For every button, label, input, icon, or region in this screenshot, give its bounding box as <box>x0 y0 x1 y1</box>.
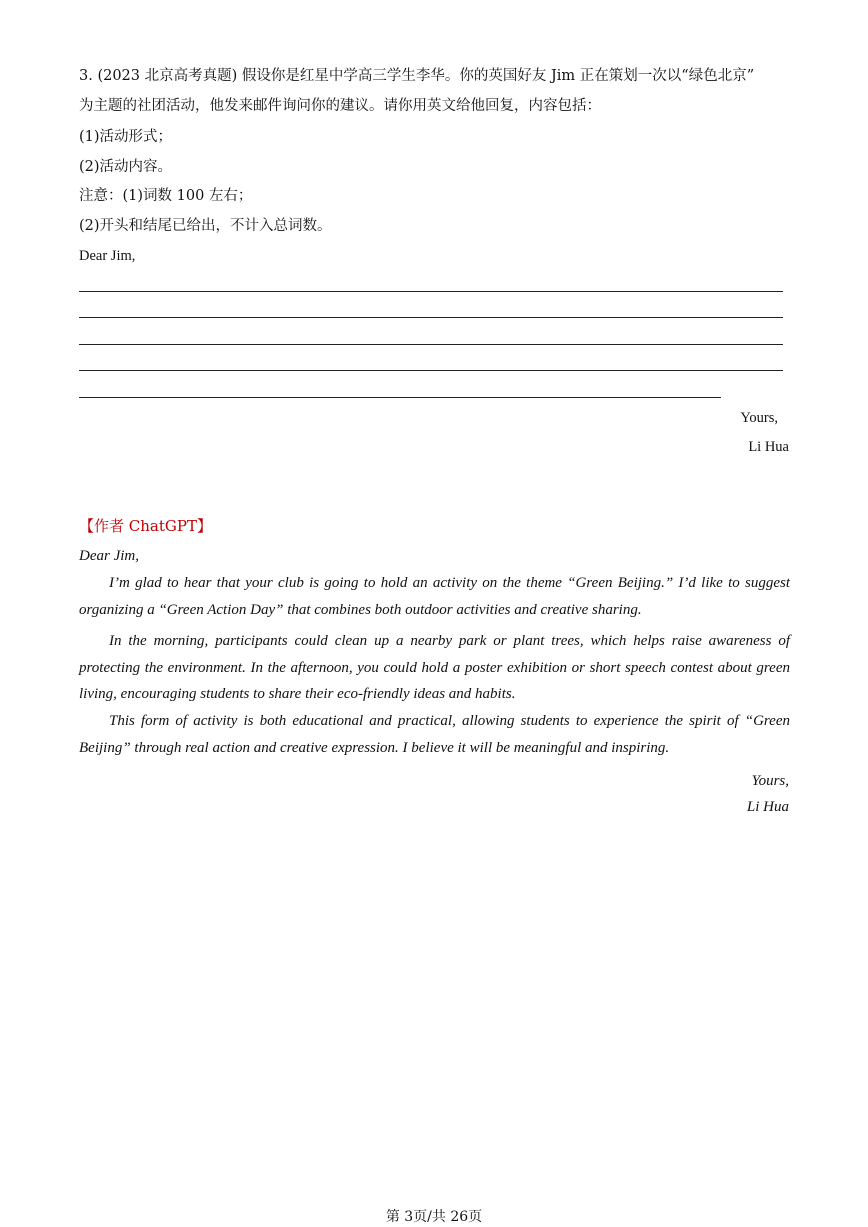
answer-paragraph-3: This form of activity is both educational and practical, allowing students to experience the spirit of “Green Beijing” through real action and creative expression. I believe it will be meaningful and inspiring. <box>79 713 790 756</box>
writing-line-2 <box>79 317 783 318</box>
writing-line-3 <box>79 344 783 345</box>
question-closing: Yours, <box>740 410 778 426</box>
question-line-2: 为主题的社团活动，他发来邮件询问你的建议。请你用英文给他回复，内容包括： <box>79 98 601 114</box>
question-signature: Li Hua <box>748 439 789 455</box>
requirement-item-1: (1)活动形式； <box>79 129 173 145</box>
answer-paragraph-1: I’m glad to hear that your club is going to hold an activity on the theme “Green Beijing.” I’d like to suggest organizing a “Green Action Day” that combines both outdoor activities and creative sharing. <box>79 575 790 618</box>
author-tag: 【作者 ChatGPT】 <box>79 517 212 535</box>
answer-paragraph-2: In the morning, participants could clean up a nearby park or plant trees, which helps raise awareness of protecting the environment. In the afternoon, you could hold a poster exhibition or short speech contest about green living, encouraging students to share their eco-friendly ideas and habits. <box>79 633 790 702</box>
note-line-1: 注意：(1)词数 100 左右； <box>79 188 253 204</box>
answer-signature: Li Hua <box>746 799 789 815</box>
writing-line-4 <box>79 370 783 371</box>
answer-greeting: Dear Jim, <box>79 548 139 564</box>
note-line-2: (2)开头和结尾已给出，不计入总词数。 <box>79 218 332 234</box>
answer-closing: Yours, <box>751 773 789 789</box>
writing-line-1 <box>79 291 783 292</box>
question-greeting: Dear Jim, <box>79 248 136 264</box>
requirement-item-2: (2)活动内容。 <box>79 159 173 175</box>
question-line-1: 3. (2023 北京高考真题) 假设你是红星中学高三学生李华。你的英国好友 Jim 正在策划一次以“绿色北京” <box>79 68 755 84</box>
writing-line-5 <box>79 397 721 398</box>
page-number: 第 3页/共 26页 <box>385 1209 483 1225</box>
